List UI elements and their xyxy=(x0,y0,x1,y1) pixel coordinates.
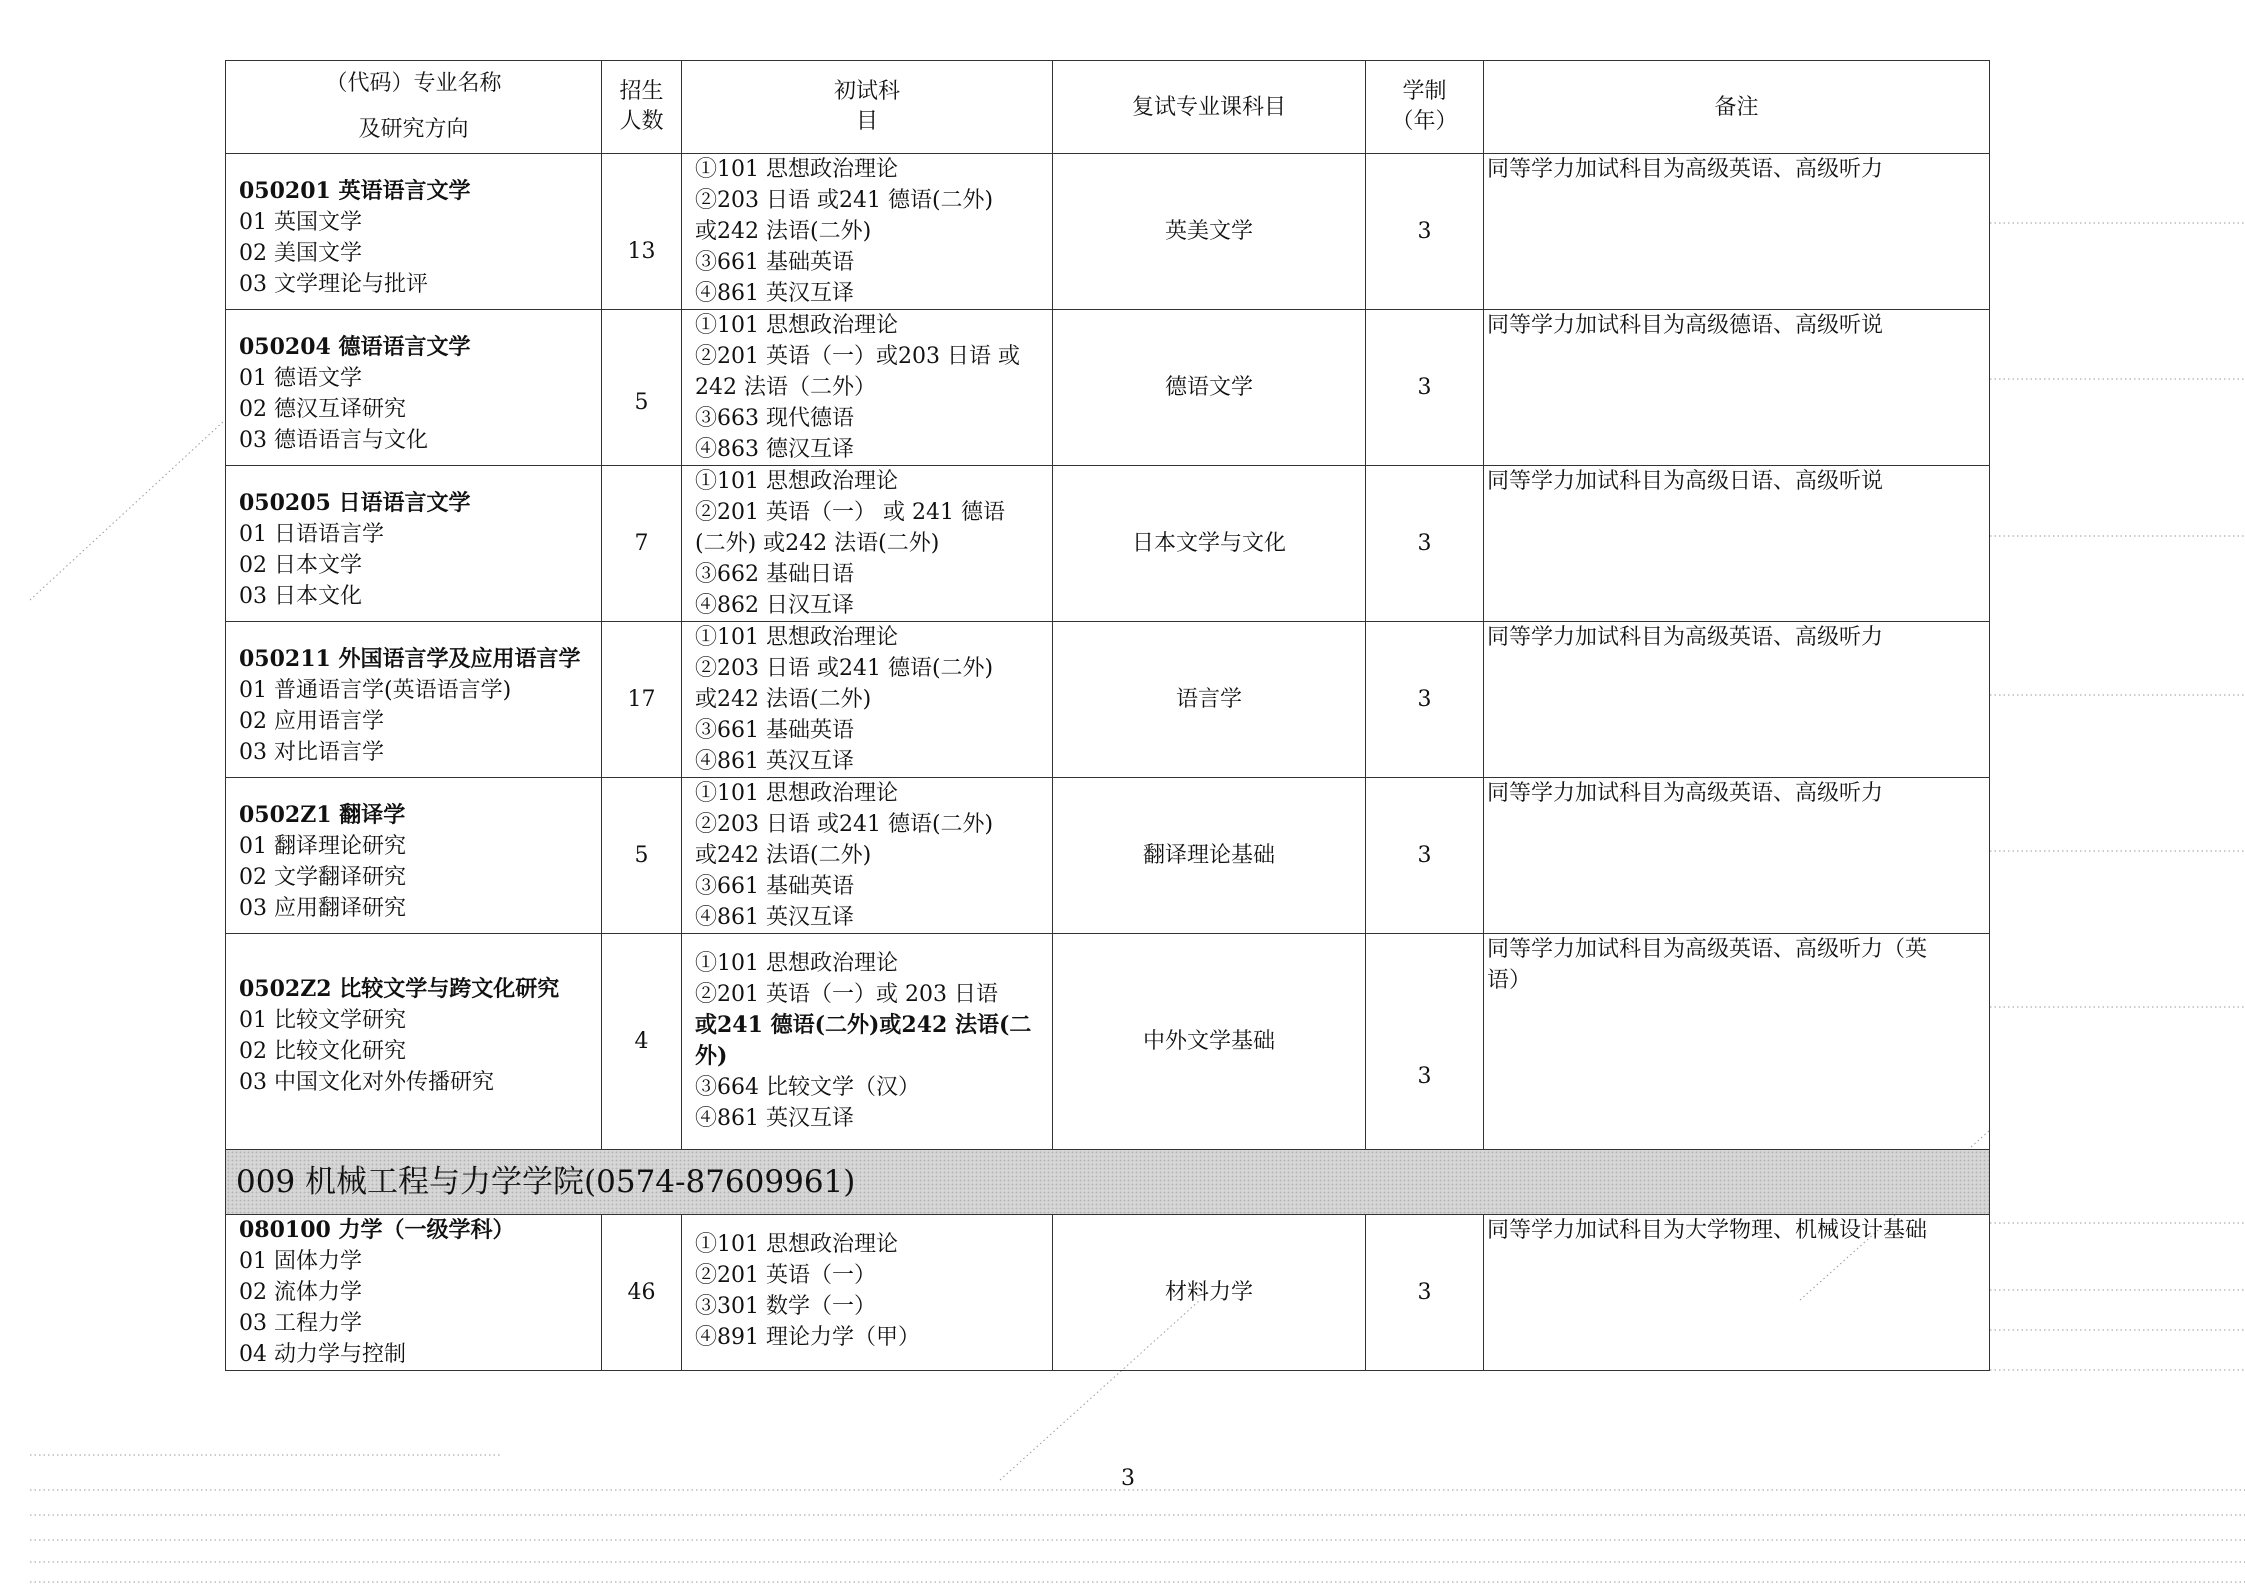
retest-cell: 德语文学 xyxy=(1053,310,1366,466)
table-row xyxy=(226,622,1990,778)
years-cell: 3 xyxy=(1366,154,1484,310)
count-cell: 7 xyxy=(602,466,682,622)
header-note: 备注 xyxy=(1484,61,1990,154)
table-row xyxy=(226,934,1990,1150)
years-cell: 3 xyxy=(1366,466,1484,622)
table-row xyxy=(226,466,1990,622)
exam-cell: ①101 思想政治理论 ②203 日语 或241 德语(二外) 或242 法语(二外) ③661 基础英语 ④861 英汉互译 xyxy=(682,622,1053,778)
header-exam: 初试科 目 xyxy=(682,61,1053,154)
document-page xyxy=(225,60,1989,1371)
admissions-table xyxy=(225,60,1990,1371)
note-cell: 同等学力加试科目为高级德语、高级听说 xyxy=(1484,310,1990,466)
retest-cell: 翻译理论基础 xyxy=(1053,778,1366,934)
retest-cell: 日本文学与文化 xyxy=(1053,466,1366,622)
major-cell: 050211 外国语言学及应用语言学 01 普通语言学(英语语言学) 02 应用语言学 03 对比语言学 xyxy=(226,622,602,778)
major-cell: 0502Z2 比较文学与跨文化研究 01 比较文学研究 02 比较文化研究 03 中国文化对外传播研究 xyxy=(226,934,602,1150)
count-cell: 17 xyxy=(602,622,682,778)
department-section-header xyxy=(226,1150,1990,1215)
exam-cell: ①101 思想政治理论 ②203 日语 或241 德语(二外) 或242 法语(二外) ③661 基础英语 ④861 英汉互译 xyxy=(682,154,1053,310)
table-header-row xyxy=(226,61,1990,154)
header-major: （代码）专业名称 及研究方向 xyxy=(226,61,602,154)
major-cell: 080100 力学（一级学科） 01 固体力学 02 流体力学 03 工程力学 04 动力学与控制 xyxy=(226,1215,602,1371)
major-cell: 050205 日语语言文学 01 日语语言学 02 日本文学 03 日本文化 xyxy=(226,466,602,622)
table-row xyxy=(226,154,1990,310)
years-cell: 3 xyxy=(1366,622,1484,778)
header-years: 学制 （年） xyxy=(1366,61,1484,154)
retest-cell: 中外文学基础 xyxy=(1053,934,1366,1150)
retest-cell: 英美文学 xyxy=(1053,154,1366,310)
header-count: 招生 人数 xyxy=(602,61,682,154)
exam-cell: ①101 思想政治理论 ②201 英语（一） ③301 数学（一） ④891 理论力学（甲） xyxy=(682,1215,1053,1371)
count-cell: 46 xyxy=(602,1215,682,1371)
major-cell: 050201 英语语言文学 01 英国文学 02 美国文学 03 文学理论与批评 xyxy=(226,154,602,310)
exam-cell: ①101 思想政治理论 ②203 日语 或241 德语(二外) 或242 法语(二外) ③661 基础英语 ④861 英汉互译 xyxy=(682,778,1053,934)
count-cell: 4 xyxy=(602,934,682,1150)
note-cell: 同等学力加试科目为大学物理、机械设计基础 xyxy=(1484,1215,1990,1371)
count-cell: 5 xyxy=(602,778,682,934)
note-cell: 同等学力加试科目为高级英语、高级听力 xyxy=(1484,622,1990,778)
note-cell: 同等学力加试科目为高级英语、高级听力（英 语） xyxy=(1484,934,1990,1150)
header-retest: 复试专业课科目 xyxy=(1053,61,1366,154)
count-cell: 5 xyxy=(602,310,682,466)
note-cell: 同等学力加试科目为高级日语、高级听说 xyxy=(1484,466,1990,622)
years-cell: 3 xyxy=(1366,778,1484,934)
department-title: 009 机械工程与力学学院(0574-87609961) xyxy=(226,1150,1990,1215)
years-cell: 3 xyxy=(1366,1215,1484,1371)
retest-cell: 语言学 xyxy=(1053,622,1366,778)
exam-cell: ①101 思想政治理论 ②201 英语（一）或 203 日语 或241 德语(二外)或242 法语(二 外) ③664 比较文学（汉） ④861 英汉互译 xyxy=(682,934,1053,1150)
table-row xyxy=(226,1215,1990,1371)
exam-cell: ①101 思想政治理论 ②201 英语（一） 或 241 德语 (二外) 或242 法语(二外) ③662 基础日语 ④862 日汉互译 xyxy=(682,466,1053,622)
retest-cell: 材料力学 xyxy=(1053,1215,1366,1371)
note-cell: 同等学力加试科目为高级英语、高级听力 xyxy=(1484,154,1990,310)
major-cell: 0502Z1 翻译学 01 翻译理论研究 02 文学翻译研究 03 应用翻译研究 xyxy=(226,778,602,934)
table-row xyxy=(226,778,1990,934)
page-number: 3 xyxy=(1121,1466,1135,1491)
exam-cell: ①101 思想政治理论 ②201 英语（一）或203 日语 或 242 法语（二外） ③663 现代德语 ④863 德汉互译 xyxy=(682,310,1053,466)
years-cell: 3 xyxy=(1366,310,1484,466)
note-cell: 同等学力加试科目为高级英语、高级听力 xyxy=(1484,778,1990,934)
years-cell: 3 xyxy=(1366,934,1484,1150)
count-cell: 13 xyxy=(602,154,682,310)
major-cell: 050204 德语语言文学 01 德语文学 02 德汉互译研究 03 德语语言与文化 xyxy=(226,310,602,466)
table-row xyxy=(226,310,1990,466)
